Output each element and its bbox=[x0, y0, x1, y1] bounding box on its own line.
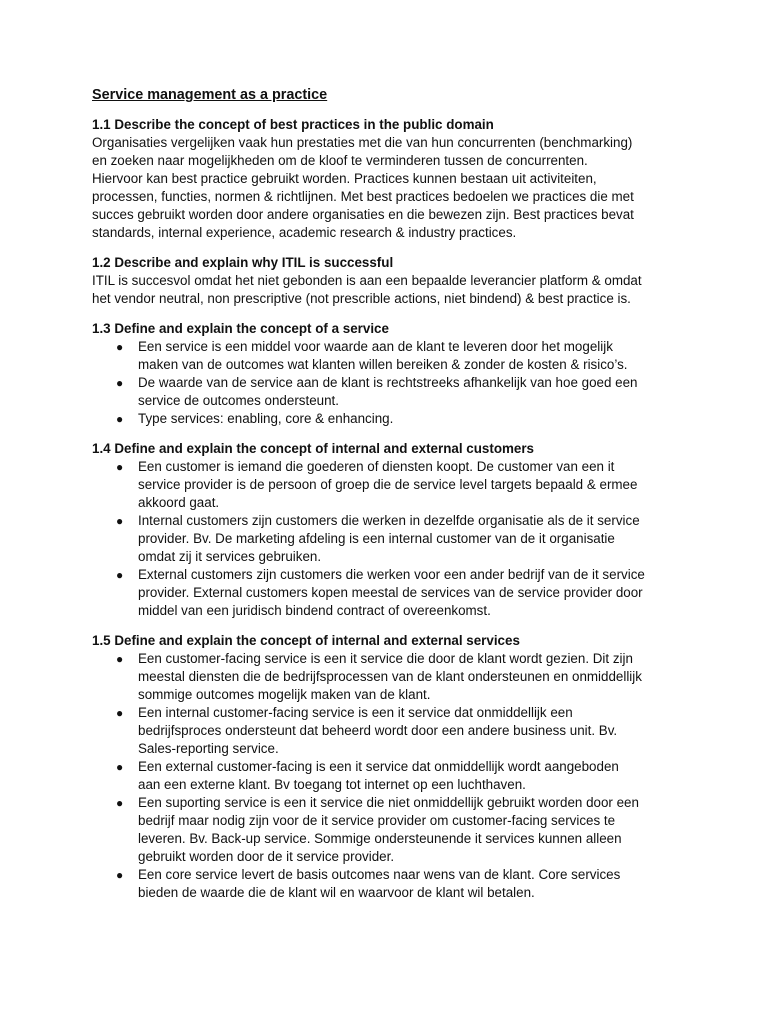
section-1-2 bbox=[92, 254, 678, 308]
section-1-4 bbox=[92, 440, 678, 620]
list-item bbox=[92, 338, 678, 374]
list-item-line: aan een externe klant. Bv toegang tot internet op een luchthaven. bbox=[138, 777, 526, 792]
bullet-icon: ● bbox=[116, 652, 124, 666]
section-paragraph bbox=[92, 272, 678, 308]
paragraph-line: standards, internal experience, academic research & industry practices. bbox=[92, 225, 517, 240]
list-item-line: leveren. Bv. Back-up service. Sommige ondersteunende it services kunnen alleen bbox=[138, 831, 622, 846]
list-item-line: Een service is een middel voor waarde aan de klant te leveren door het mogelijk bbox=[138, 339, 613, 354]
list-item bbox=[92, 512, 678, 566]
bullet-icon: ● bbox=[116, 568, 124, 582]
bullet-icon: ● bbox=[116, 796, 124, 810]
bullet-icon: ● bbox=[116, 376, 124, 390]
paragraph-line: Hiervoor kan best practice gebruikt worden. Practices kunnen bestaan uit activiteiten, bbox=[92, 171, 597, 186]
bullet-list bbox=[92, 338, 678, 428]
list-item-line: bedrijfsproces ondersteunt dat beheerd wordt door een andere business unit. Bv. bbox=[138, 723, 618, 738]
bullet-icon: ● bbox=[116, 412, 124, 426]
list-item-line: service de outcomes ondersteunt. bbox=[138, 393, 339, 408]
bullet-icon: ● bbox=[116, 868, 124, 882]
paragraph-line: het vendor neutral, non prescriptive (not prescrible actions, niet bindend) & best practice is. bbox=[92, 291, 631, 306]
list-item-line: akkoord gaat. bbox=[138, 495, 220, 510]
bullet-icon: ● bbox=[116, 760, 124, 774]
list-item bbox=[92, 704, 678, 758]
bullet-icon: ● bbox=[116, 340, 124, 354]
list-item-line: Sales-reporting service. bbox=[138, 741, 279, 756]
paragraph-line: Organisaties vergelijken vaak hun prestaties met die van hun concurrenten (benchmarking) bbox=[92, 135, 633, 150]
list-item-line: De waarde van de service aan de klant is rechtstreeks afhankelijk van hoe goed een bbox=[138, 375, 638, 390]
bullet-list bbox=[92, 458, 678, 620]
list-item-line: middel van een juridisch bindend contract of overeenkomst. bbox=[138, 603, 491, 618]
list-item bbox=[92, 758, 678, 794]
list-item-line: Een customer-facing service is een it service die door de klant wordt gezien. Dit zijn bbox=[138, 651, 633, 666]
bullet-list bbox=[92, 650, 678, 902]
list-item-line: meestal diensten die de bedrijfsprocessen van de klant ondersteunen en onmiddellijk bbox=[138, 669, 642, 684]
bullet-icon: ● bbox=[116, 514, 124, 528]
list-item-line: maken van de outcomes wat klanten willen bereiken & zonder de kosten & risico’s. bbox=[138, 357, 628, 372]
section-heading: 1.3 Define and explain the concept of a service bbox=[92, 321, 389, 336]
section-1-3 bbox=[92, 320, 678, 428]
paragraph-line: processen, functies, normen & richtlijnen. Met best practices bedoelen we practices die met bbox=[92, 189, 634, 204]
bullet-icon: ● bbox=[116, 706, 124, 720]
bullet-icon: ● bbox=[116, 460, 124, 474]
list-item-line: Een customer is iemand die goederen of diensten koopt. De customer van een it bbox=[138, 459, 615, 474]
list-item bbox=[92, 566, 678, 620]
section-1-1 bbox=[92, 116, 678, 242]
list-item-line: bedrijf maar nodig zijn voor de it service provider om customer-facing services te bbox=[138, 813, 616, 828]
paragraph-line: en zoeken naar mogelijkheden om de kloof te verminderen tussen de concurrenten. bbox=[92, 153, 588, 168]
list-item-line: provider. Bv. De marketing afdeling is een internal customer van de it organisatie bbox=[138, 531, 615, 546]
paragraph-line: succes gebruikt worden door andere organisaties en die bewezen zijn. Best practices bevat bbox=[92, 207, 634, 222]
list-item-line: Internal customers zijn customers die werken in dezelfde organisatie als de it service bbox=[138, 513, 640, 528]
list-item-line: Type services: enabling, core & enhancing. bbox=[138, 411, 394, 426]
list-item bbox=[92, 374, 678, 410]
list-item-line: omdat zij it services gebruiken. bbox=[138, 549, 322, 564]
section-heading: 1.2 Describe and explain why ITIL is successful bbox=[92, 255, 394, 270]
list-item bbox=[92, 410, 678, 428]
section-heading: 1.4 Define and explain the concept of internal and external customers bbox=[92, 441, 535, 456]
list-item bbox=[92, 866, 678, 902]
list-item-line: provider. External customers kopen meestal de services van de service provider door bbox=[138, 585, 643, 600]
list-item-line: service provider is de persoon of groep die de service level targets bepaald & ermee bbox=[138, 477, 638, 492]
list-item-line: bieden de waarde die de klant wil en waarvoor de klant wil betalen. bbox=[138, 885, 535, 900]
section-heading: 1.1 Describe the concept of best practices in the public domain bbox=[92, 117, 494, 132]
list-item-line: External customers zijn customers die werken voor een ander bedrijf van de it service bbox=[138, 567, 645, 582]
section-paragraph bbox=[92, 134, 678, 242]
list-item-line: Een internal customer-facing service is een it service dat onmiddellijk een bbox=[138, 705, 573, 720]
paragraph-line: ITIL is succesvol omdat het niet gebonden is aan een bepaalde leverancier platform & omdat bbox=[92, 273, 642, 288]
section-heading: 1.5 Define and explain the concept of internal and external services bbox=[92, 633, 520, 648]
list-item-line: sommige outcomes mogelijk maken van de klant. bbox=[138, 687, 431, 702]
list-item-line: Een external customer-facing is een it service dat onmiddellijk wordt aangeboden bbox=[138, 759, 619, 774]
list-item-line: Een core service levert de basis outcomes naar wens van de klant. Core services bbox=[138, 867, 621, 882]
page-title: Service management as a practice bbox=[92, 87, 328, 103]
list-item-line: gebruikt worden door de it service provider. bbox=[138, 849, 395, 864]
list-item bbox=[92, 650, 678, 704]
section-1-5 bbox=[92, 632, 678, 902]
list-item bbox=[92, 458, 678, 512]
list-item-line: Een suporting service is een it service die niet onmiddellijk gebruikt worden door een bbox=[138, 795, 639, 810]
list-item bbox=[92, 794, 678, 866]
